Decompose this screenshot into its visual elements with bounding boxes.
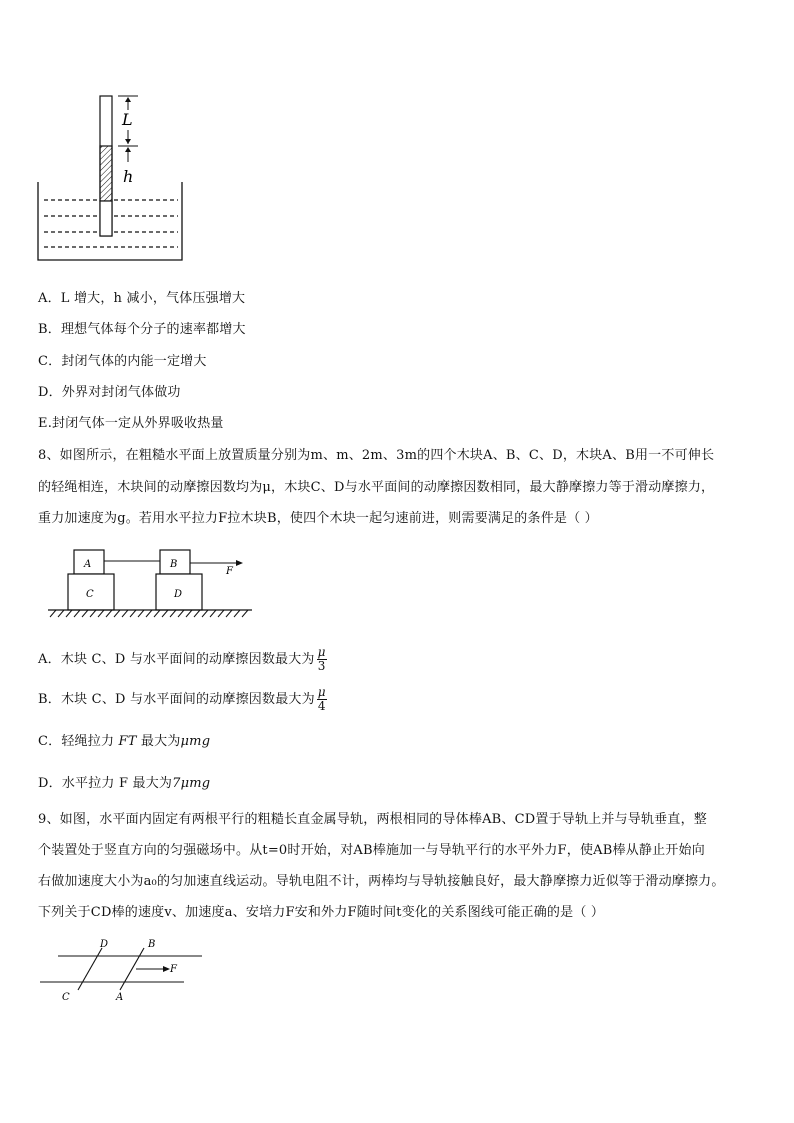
label-L: L <box>122 110 133 129</box>
q9-stem-line-4: 下列关于CD棒的速度v、加速度a、安培力F安和外力F随时间t变化的关系图线可能正确的是（ ） <box>38 905 605 920</box>
q8-option-b: B．木块 C、D 与水平面间的动摩擦因数最大为 $\frac{\mu}{4}$ <box>38 685 326 713</box>
q8-option-c: C．轻绳拉力 FT 最大为μmg <box>38 734 211 749</box>
rod-cd <box>78 948 102 990</box>
q7-option-e: E.封闭气体一定从外界吸收热量 <box>38 416 224 431</box>
q7-option-b: B．理想气体每个分子的速率都增大 <box>38 322 246 337</box>
q8-stem-line-3: 重力加速度为g。若用水平拉力F拉木块B，使四个木块一起匀速前进，则需要满足的条件是（ ） <box>38 511 598 526</box>
q8-stem-line-2: 的轻绳相连，木块间的动摩擦因数均为μ，木块C、D与水平面间的动摩擦因数相同，最大静摩擦力等于滑动摩擦力， <box>38 480 715 495</box>
q9-stem-line-1: 9、如图，水平面内固定有两根平行的粗糙长直金属导轨，两根相同的导体棒AB、CD置于导轨上并与导轨垂直，整 <box>38 812 707 827</box>
svg-text:C: C <box>62 992 70 1003</box>
mercury-column <box>100 146 112 201</box>
q8-option-a: A．木块 C、D 与水平面间的动摩擦因数最大为 $\frac{\mu}{3}$ <box>38 645 326 673</box>
blocks-figure <box>40 542 260 622</box>
svg-text:A: A <box>116 992 124 1003</box>
rails-figure <box>36 936 216 1006</box>
svg-text:F: F <box>226 566 233 577</box>
svg-text:F: F <box>170 964 177 975</box>
q9-stem-line-2: 个装置处于竖直方向的匀强磁场中。从t=0时开始，对AB棒施加一与导轨平行的水平外力F，使AB棒从静止开始向 <box>38 843 705 858</box>
q9-stem-line-3: 右做加速度大小为a₀的匀加速直线运动。导轨电阻不计，两棒均与导轨接触良好，最大静摩擦力近似等于滑动摩擦力。 <box>38 874 725 889</box>
svg-text:B: B <box>148 939 156 950</box>
svg-text:D: D <box>174 589 183 600</box>
q8-option-d: D．水平拉力 F 最大为7μmg <box>38 776 211 791</box>
q7-option-a: A．L 增大，h 减小，气体压强增大 <box>38 291 246 306</box>
tube-in-liquid-figure <box>30 88 190 268</box>
q7-option-d: D．外界对封闭气体做功 <box>38 385 181 400</box>
svg-text:A: A <box>84 559 92 570</box>
q8-stem-line-1: 8、如图所示，在粗糙水平面上放置质量分别为m、m、2m、3m的四个木块A、B、C、D，木块A、B用一不可伸长 <box>38 448 715 463</box>
svg-text:D: D <box>100 939 109 950</box>
svg-text:C: C <box>86 589 94 600</box>
svg-text:B: B <box>170 559 178 570</box>
label-h: h <box>123 167 134 186</box>
q7-option-c: C．封闭气体的内能一定增大 <box>38 354 207 369</box>
